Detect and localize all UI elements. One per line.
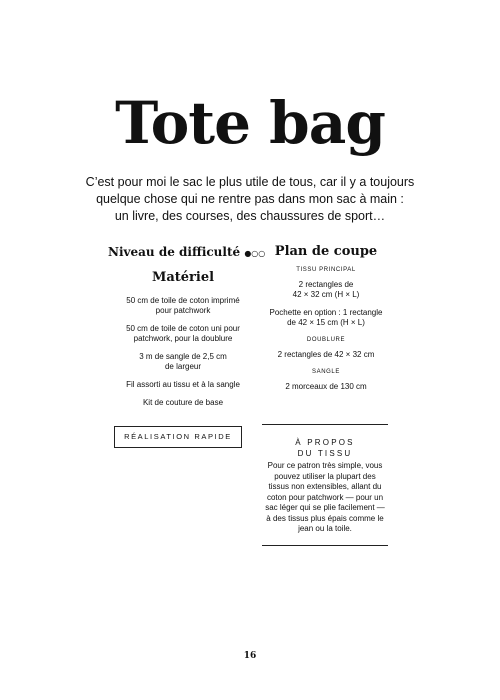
plan-item [258,350,394,360]
quick-project-badge: RÉALISATION RAPIDE [114,426,242,448]
intro-line: quelque chose qui ne rentre pas dans mon sac à main : [96,192,404,206]
materiel-item [108,352,258,372]
plan-item-line: 2 rectangles de 42 × 32 cm [277,350,375,359]
intro-paragraph [60,174,440,225]
plan-item-line: de 42 × 15 cm (H × L) [287,318,365,327]
bottom-divider [262,545,388,546]
materiel-item-line: de largeur [164,362,202,371]
materiel-item [108,296,258,316]
top-divider [262,424,388,425]
page-title: Tote bag [115,89,385,157]
plan-item-line: 2 rectangles de [298,280,354,289]
materiel-item-line: Kit de couture de base [142,398,224,407]
difficulty-heading [108,244,266,262]
about-text-line: Pour ce patron très simple, vous [267,461,383,470]
about-title [262,437,388,459]
materiel-item [108,398,258,408]
left-column [108,244,266,416]
intro-line: un livre, des courses, des chaussures de sport… [114,209,386,223]
about-text-line: jean ou la toile. [298,524,352,533]
materiel-item-line: 3 m de sangle de 2,5 cm [139,352,227,361]
materiel-item-line: 50 cm de toile de coton uni pour [126,324,240,333]
intro-line: C’est pour moi le sac le plus utile de tous, car il y a toujours [85,175,415,189]
about-text-line: à des tissus plus épais comme le [266,513,384,523]
plan-item [258,280,394,300]
materiel-item-line: Fil assorti au tissu et à la sangle [126,380,240,389]
plan-item [258,382,394,392]
right-column [258,244,394,400]
plan-item-line: 2 morceaux de 130 cm [285,382,367,391]
about-text [262,461,388,535]
plan-subtitle: SANGLE [312,369,340,375]
plan-item-line: Pochette en option : 1 rectangle [269,308,383,317]
plan-subtitle: DOUBLURE [306,337,346,343]
plan-item-line: 42 × 32 cm (H × L) [292,290,360,299]
plan-subtitle: TISSU PRINCIPAL [296,267,356,273]
about-title-line: À PROPOS [295,438,355,447]
materiel-item-line: 50 cm de toile de coton imprimé [126,296,240,305]
about-fabric-box [262,424,388,546]
difficulty-label: Niveau de difficulté [108,245,241,259]
materiel-item-line: patchwork, pour la doublure [133,334,233,343]
plan-heading: Plan de coupe [274,244,378,259]
difficulty-dots-icon: ●○○ [244,249,266,258]
about-text-line: pouvez utiliser la plupart des [274,471,376,481]
plan-item [258,308,394,328]
about-text-line: coton pour patchwork — pour un [266,492,384,502]
page-number: 16 [243,651,257,661]
about-title-line: DU TISSU [297,449,353,458]
materiel-heading: Matériel [151,270,215,285]
materiel-item-line: pour patchwork [155,306,211,315]
materiel-item [108,380,258,390]
about-text-line: sac léger qui se plie facilement — [265,503,385,512]
about-text-line: tissus non extensibles, allant du [268,482,382,491]
materiel-item [108,324,258,344]
